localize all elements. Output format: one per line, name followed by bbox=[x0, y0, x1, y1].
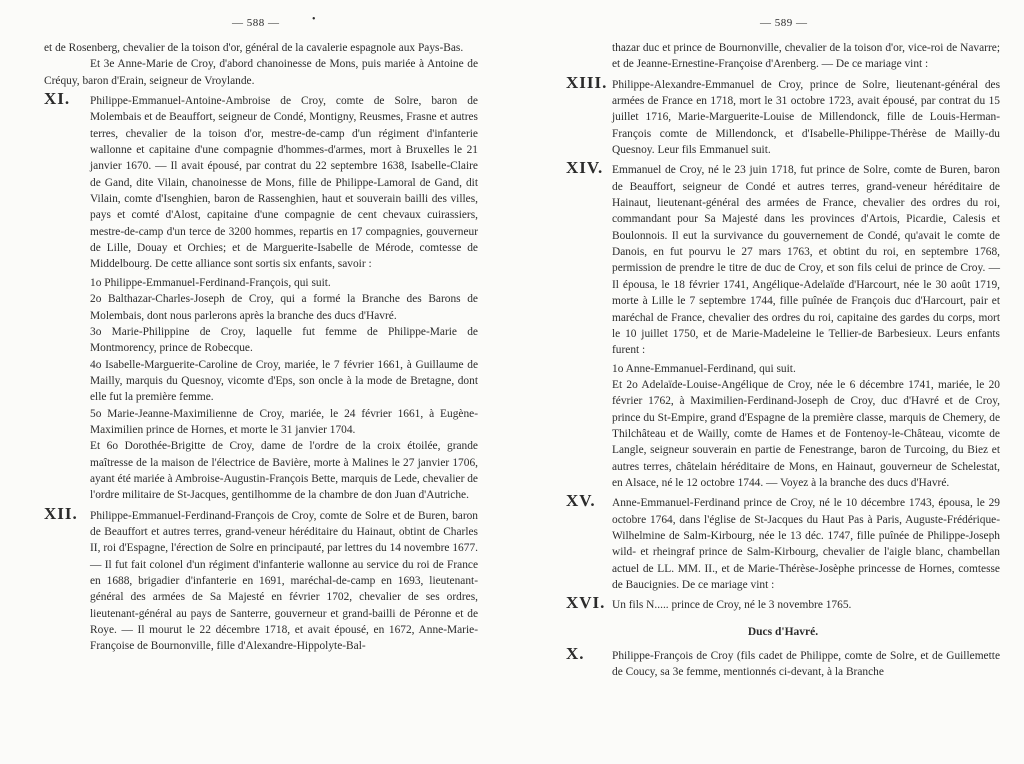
generation-xiii bbox=[566, 72, 1000, 159]
right-page-number: — 589 — bbox=[760, 17, 808, 29]
child-entry: Et 6o Dorothée-Brigitte de Croy, dame de l'ordre de la croix étoilée, grande maîtresse de la maison de l'électrice de Bavière, morte à Malines le 27 janvier 1706, ayant été mariée à Ambroise-Augustin-François Bette, marquis de Lede, chevalier de l'ordre militaire de St-Jacques, gentilhomme de la chambre de don Juan d'Autriche. bbox=[90, 440, 478, 502]
paragraph: Et 3e Anne-Marie de Croy, d'abord chanoinesse de Mons, puis mariée à Antoine de Créquy, baron d'Erain, seigneur de Vroylande. bbox=[44, 58, 478, 87]
child-entry: 2o Balthazar-Charles-Joseph de Croy, qui a formé la Branche des Barons de Molembais, dont nous parlerons après la branche des ducs d'Havré. bbox=[90, 293, 478, 322]
generation-xvi bbox=[566, 595, 1000, 613]
child-entry: 1o Anne-Emmanuel-Ferdinand, qui suit. bbox=[612, 362, 796, 375]
roman-numeral: XV. bbox=[566, 491, 596, 511]
generation-x bbox=[566, 646, 1000, 681]
paragraph: et de Rosenberg, chevalier de la toison d'or, général de la cavalerie espagnole aux Pays-Bas. bbox=[44, 42, 464, 54]
roman-numeral: XIII. bbox=[566, 72, 608, 92]
child-entry: Et 2o Adelaïde-Louise-Angélique de Croy, née le 6 décembre 1741, mariée, le 20 février 1762, à Maximilien-Ferdinand-Joseph de Croy, duc d'Havré et de Croy, prince du St-Empire, grand d'Espagne de la première classe, marquis de Chemery, de Thilchâteau et de Wailly, comte de Hames et de Fontenoy-le-Château, vicomte de Langle, seigneur souverain en partie de Fenestrange, baron de Turcoing, du Biez et autres terres, châtelain héréditaire de Mons, en Hainaut, gouverneur de Schelestat, en Alsace, né le 12 octobre 1744. — Voyez à la branche des ducs d'Havré. bbox=[612, 378, 1000, 489]
generation-text: Philippe-François de Croy (fils cadet de Philippe, comte de Solre, et de Guillemette de Coucy, sa 3e femme, mentionnés ci-devant, à la Branche bbox=[612, 650, 1000, 679]
generation-text: Philippe-Emmanuel-Ferdinand-François de Croy, comte de Solre et de Buren, baron de Beauffort et autres terres, grand-veneur héréditaire du Hainaut, obtint de Charles II, roi d'Espagne, l'érection de Solre en principauté, par lettres du 14 novembre 1677. — Il fut fait colonel d'un régiment d'infanterie wallonne au service du roi de France en 1688, brigadier d'infanterie en 1691, maréchal-de-camp en 1693, lieutenant-général des armées de Sa Majesté en février 1702, chevalier de ses ordres, lieutenant-général au pays de Santerre, gouverneur et grand-bailli de Péronne et de Roye. — Il mourut le 22 décembre 1718, et avait épousé, en 1672, Anne-Marie-Françoise de Bournonville, fille d'Alexandre-Hippolyte-Bal- bbox=[90, 509, 478, 653]
roman-numeral: XVI. bbox=[566, 593, 606, 613]
paragraph: thazar duc et prince de Bournonville, chevalier de la toison d'or, vice-roi de Navarre; et de Jeanne-Ernestine-Françoise d'Arenberg. — De ce mariage vint : bbox=[612, 42, 1000, 71]
generation-xi bbox=[44, 91, 478, 273]
roman-numeral: X. bbox=[566, 644, 585, 664]
left-page-number: — 588 — bbox=[232, 17, 280, 29]
section-heading: Ducs d'Havré. bbox=[747, 625, 819, 638]
generation-xv bbox=[566, 493, 1000, 593]
roman-numeral: XII. bbox=[44, 503, 78, 523]
ink-mark: • bbox=[312, 14, 316, 25]
generation-text: Un fils N..... prince de Croy, né le 3 novembre 1765. bbox=[612, 599, 852, 612]
child-entry: 4o Isabelle-Marguerite-Caroline de Croy, mariée, le 7 février 1661, à Guillaume de Mailly, marquis du Quesnoy, vicomte d'Eps, son oncle à la mode de Bretagne, dont elle fut la première femme. bbox=[90, 358, 478, 404]
generation-xiv bbox=[566, 160, 1000, 358]
left-page-text bbox=[44, 40, 478, 657]
child-entry: 3o Marie-Philippine de Croy, laquelle fut femme de Philippe-Marie de Montmorency, prince de Robecque. bbox=[90, 325, 478, 355]
right-page bbox=[512, 0, 1024, 764]
roman-numeral: XIV. bbox=[566, 158, 604, 178]
roman-numeral: XI. bbox=[44, 89, 71, 109]
generation-text: Philippe-Emmanuel-Antoine-Ambroise de Croy, comte de Solre, baron de Molembais et de Beauffort, seigneur de Condé, Montigny, Reusmes, Frasne et autres terres, chevalier de la toison d'or, mestre-de-camp d'un régiment d'infanterie wallonne et capitaine d'une compagnie d'hommes-d'armes, mort à Bruxelles le 21 janvier 1670. — Il avait épousé, par contrat du 22 septembre 1638, Isabelle-Claire de Gand, dite Vilain, chanoinesse de Mons, fille de Philippe-Lamoral de Gand, dit Vilain, comte d'Isenghien, baron de Rassenghien, haut et souverain bailli des villes, pays et comté d'Alost, capitaine d'une compagnie de cent chevaux cuirassiers, mestre-de-camp d'un terce de 3200 hommes, repartis en 17 compagnies, gouverneur de Lille, Douay et Orchies; et de Marguerite-Isabelle de Mérode, comtesse de Middelbourg. De cette alliance sont sortis six enfants, savoir : bbox=[90, 95, 478, 271]
generation-text: Emmanuel de Croy, né le 23 juin 1718, fut prince de Solre, comte de Buren, baron de Beauffort, seigneur de Condé et autres terres, grand-veneur héréditaire de Hainaut, lieutenant-général des armées de France, chevalier des ordres du roi, commandant pour Sa Majesté dans les provinces d'Artois, Picardie, Calesis et Boulonnois. Il eut la survivance du gouvernement de Condé, qu'avait le comte de Danois, en fut pourvu le 27 mars 1763, et obtint du roi, en septembre 1768, permission de prendre le titre de duc de Croy, et son fils celui de prince de Croy. — Il épousa, le 18 février 1741, Angélique-Adelaïde d'Harcourt, née le 30 août 1719, morte à Lille le 7 septembre 1744, fille puînée de François duc d'Harcourt, pair et maréchal de France, chevalier des ordres du roi, capitaine des gardes du corps, mort le 10 juillet 1750, et de Marie-Madeleine le Tellier-de Barbesieux. Leurs enfants furent : bbox=[612, 164, 1000, 357]
generation-text: Anne-Emmanuel-Ferdinand prince de Croy, né le 10 décembre 1743, épousa, le 29 octobre 1764, dans l'église de St-Jacques du Haut Pas à Paris, Auguste-Frédérique-Wilhelmine de Salm-Kirbourg, née le 13 déc. 1747, fille puînée de Philippe-Joseph wild- et rheingraf prince de Salm-Kirbourg, chevalier de l'aigle blanc, chambellan actuel de LL. MM. II., et de Marie-Thérèse-Josèphe princesse de Hornes, comtesse de Baucignies. De ce mariage vint : bbox=[612, 497, 1000, 591]
child-entry: 5o Marie-Jeanne-Maximilienne de Croy, mariée, le 24 février 1661, à Eugène-Maximilien prince de Hornes, et morte le 31 janvier 1704. bbox=[90, 407, 478, 436]
right-page-text bbox=[566, 40, 1000, 683]
generation-text: Philippe-Alexandre-Emmanuel de Croy, prince de Solre, lieutenant-général des armées de France en 1718, mort le 31 octobre 1723, avait épousé, par contrat du 15 juillet 1716, Marie-Marguerite-Louise de Millendonck, fille de Louis-Herman-François comte de Millendonck, et d'Isabelle-Philippe-Thérèse de Mailly-du Quesnoy. Leur fils Emmanuel suit. bbox=[612, 78, 1000, 157]
child-entry: 1o Philippe-Emmanuel-Ferdinand-François, qui suit. bbox=[90, 276, 331, 289]
generation-xii bbox=[44, 503, 478, 655]
